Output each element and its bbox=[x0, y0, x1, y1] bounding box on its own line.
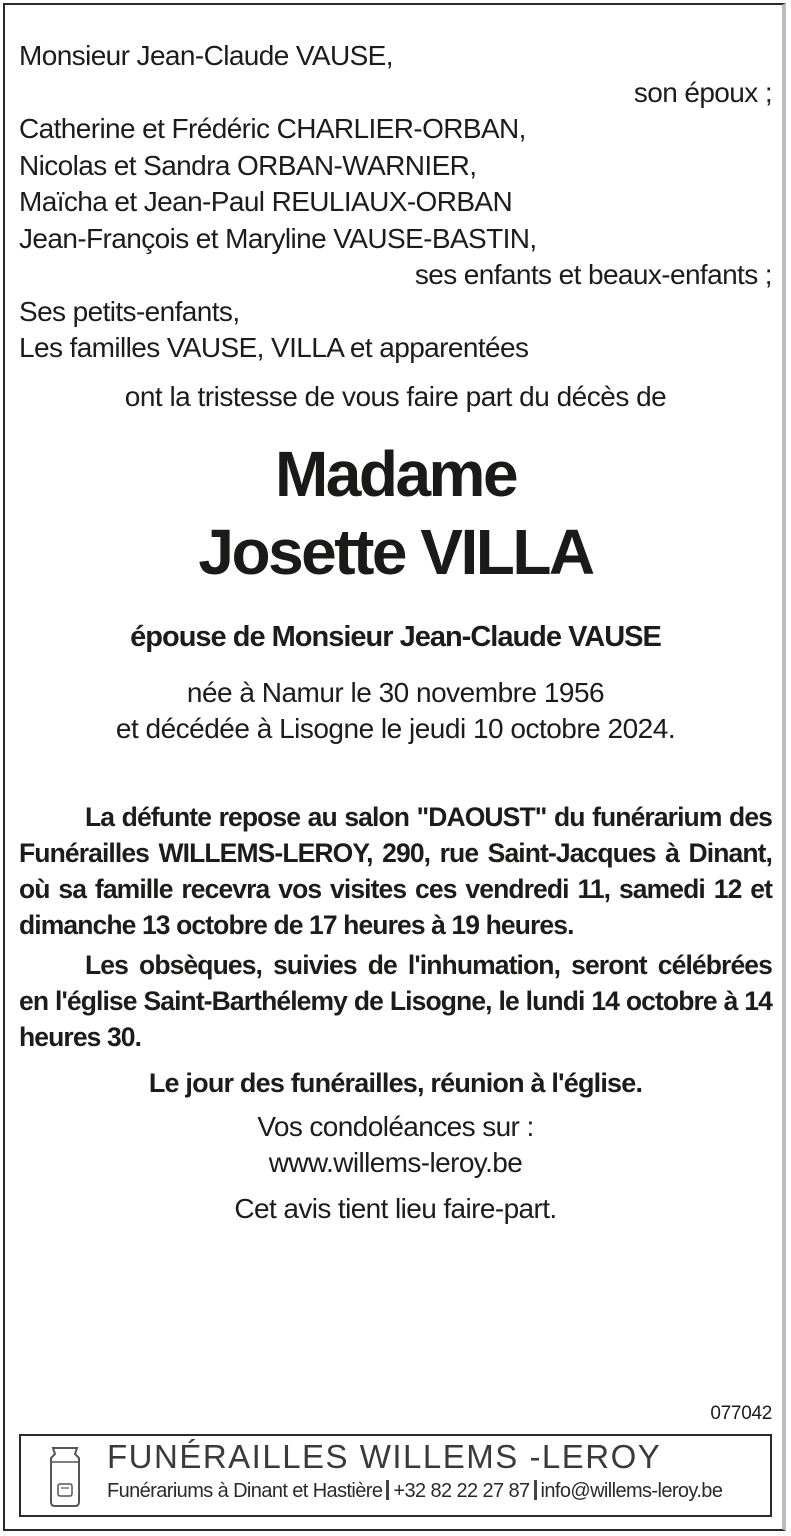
husband-name: Monsieur Jean-Claude VAUSE, bbox=[19, 40, 393, 71]
phone-number[interactable]: +32 82 22 27 87 bbox=[393, 1480, 530, 1502]
funeral-home-banner bbox=[19, 1434, 772, 1517]
condolences-block bbox=[19, 1109, 772, 1181]
husband-role: son époux ; bbox=[633, 76, 772, 108]
families-line: Les familles VAUSE, VILLA et apparentées bbox=[19, 332, 529, 363]
urn-icon bbox=[45, 1444, 85, 1510]
deceased-title: Madame bbox=[274, 437, 517, 510]
funeral-home-contacts bbox=[107, 1480, 722, 1503]
child-line: Maïcha et Jean-Paul REULIAUX-ORBAN bbox=[19, 186, 513, 217]
condolences-label: Vos condoléances sur : bbox=[257, 1110, 534, 1142]
locations-text: Funérariums à Dinant et Hastière bbox=[107, 1480, 383, 1502]
reunion-line: Le jour des funérailles, réunion à l'église. bbox=[148, 1067, 643, 1098]
spouse-line: épouse de Monsieur Jean-Claude VAUSE bbox=[130, 620, 661, 653]
funeral-home-name: FUNÉRAILLES WILLEMS -LEROY bbox=[107, 1438, 662, 1475]
deceased-name: Josette VILLA bbox=[198, 515, 593, 588]
reference-number: 077042 bbox=[710, 1403, 772, 1424]
announcement-text: ont la tristesse de vous faire part du décès de bbox=[124, 380, 667, 412]
faire-part-note: Cet avis tient lieu faire-part. bbox=[234, 1192, 557, 1224]
separator bbox=[534, 1480, 537, 1500]
condolences-website-link[interactable]: www.willems-leroy.be bbox=[268, 1146, 523, 1178]
repose-paragraph: La défunte repose au salon "DAOUST" du funérarium des Funérailles WILLEMS-LEROY, 290, rue Saint-Jacques à Dinant, où sa famille recevra vos visites ces vendredi 11, samedi 12 et dimanche 13 octobre de 17 heures à 19 heures. bbox=[19, 801, 772, 940]
death-line: et décédée à Lisogne le jeudi 10 octobre 2024. bbox=[115, 712, 676, 744]
birth-line: née à Namur le 30 novembre 1956 bbox=[186, 676, 605, 708]
children-role: ses enfants et beaux-enfants ; bbox=[414, 259, 772, 290]
child-line: Nicolas et Sandra ORBAN-WARNIER, bbox=[19, 149, 477, 181]
death-notice bbox=[19, 38, 772, 1227]
separator bbox=[386, 1480, 389, 1500]
dates-block bbox=[19, 675, 772, 747]
grandchildren-line: Ses petits-enfants, bbox=[19, 295, 240, 327]
obseques-paragraph: Les obsèques, suivies de l'inhumation, seront célébrées en l'église Saint-Barthélemy de Lisogne, le lundi 14 octobre à 14 heures 30. bbox=[19, 949, 772, 1052]
email-link[interactable]: info@willems-leroy.be bbox=[540, 1480, 723, 1502]
child-line: Jean-François et Maryline VAUSE-BASTIN, bbox=[19, 222, 537, 254]
deceased-name-block bbox=[19, 435, 772, 591]
child-line: Catherine et Frédéric CHARLIER-ORBAN, bbox=[19, 113, 526, 144]
